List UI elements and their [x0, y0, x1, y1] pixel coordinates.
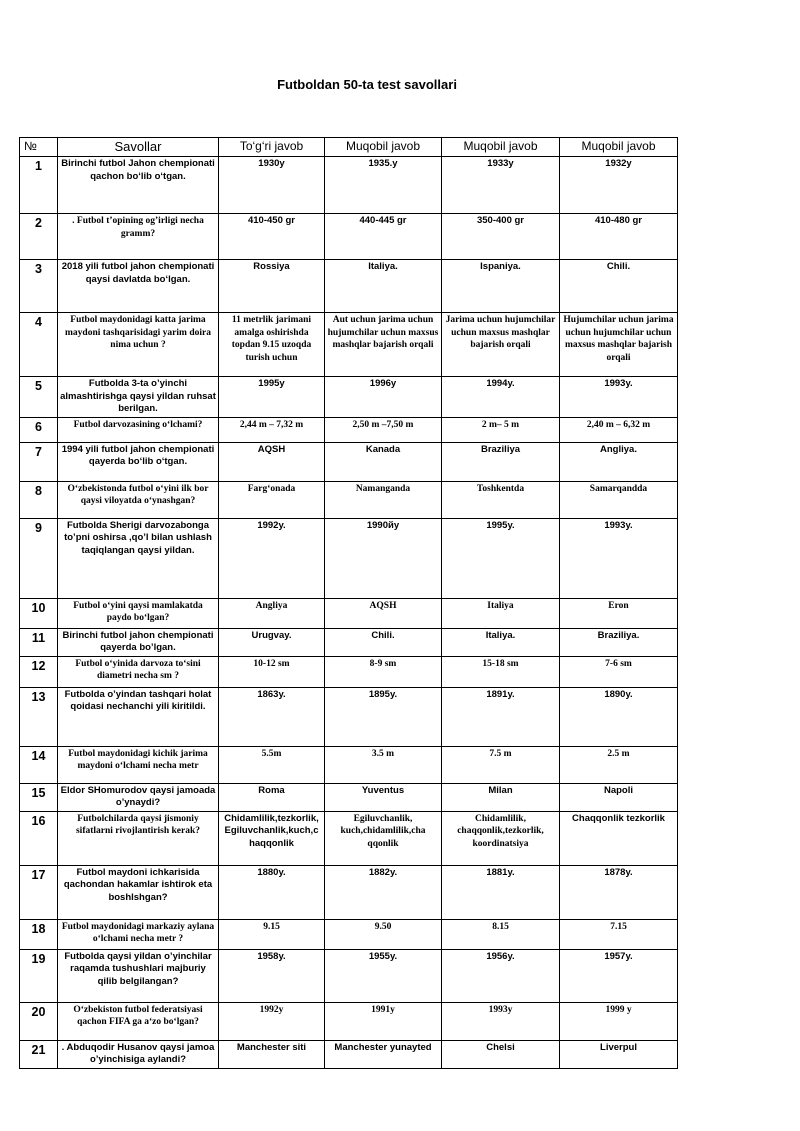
alt-answer-2: Italiya [442, 598, 560, 628]
alt-answer-3: 1993y. [560, 377, 678, 418]
header-correct-answer: To‘g‘ri javob [219, 138, 325, 157]
question-text: Futbol maydonidagi markaziy aylana o‘lchami necha metr ? [58, 919, 219, 949]
question-text: Birinchi futbol jahon chempionati qayerda bo’lgan. [58, 628, 219, 656]
alt-answer-3: 7.15 [560, 919, 678, 949]
table-row [20, 260, 678, 313]
correct-answer: 1880y. [219, 865, 325, 919]
alt-answer-3: Samarqandda [560, 481, 678, 518]
table-row [20, 628, 678, 656]
table-row [20, 1002, 678, 1040]
question-number: 17 [20, 865, 58, 919]
alt-answer-2: Ispaniya. [442, 260, 560, 313]
alt-answer-3: Hujumchilar uchun jarima uchun hujumchilar uchun maxsus mashqlar bajarish orqali [560, 313, 678, 377]
question-text: Futbolda 3-ta o’yinchi almashtirishga qaysi yildan ruhsat berilgan. [58, 377, 219, 418]
header-row [20, 138, 678, 157]
table-row [20, 157, 678, 214]
question-text: 2018 yili futbol jahon chempionati qaysi davlatda bo‘lgan. [58, 260, 219, 313]
alt-answer-3: Braziliya. [560, 628, 678, 656]
question-text: Futbol maydoni ichkarisida qachondan hakamlar ishtirok eta boshlshgan? [58, 865, 219, 919]
document-title: Futboldan 50-ta test savollari [277, 77, 457, 92]
table-row [20, 214, 678, 260]
alt-answer-3: 7-6 sm [560, 656, 678, 687]
table-row [20, 518, 678, 598]
table-row [20, 746, 678, 783]
table-row [20, 949, 678, 1002]
alt-answer-1: Kanada [325, 442, 442, 481]
alt-answer-3: Chaqqonlik tezkorlik [560, 811, 678, 865]
alt-answer-1: Egiluvchanlik, kuch,chidamlilik,cha qqonlik [325, 811, 442, 865]
correct-answer: Angliya [219, 598, 325, 628]
alt-answer-3: Eron [560, 598, 678, 628]
alt-answer-3: Napoli [560, 783, 678, 811]
alt-answer-2: 15-18 sm [442, 656, 560, 687]
alt-answer-1: 1955y. [325, 949, 442, 1002]
correct-answer: Chidamlilik,tezkorlik, Egiluvchanlik,kuch,c haqqonlik [219, 811, 325, 865]
alt-answer-3: Angliya. [560, 442, 678, 481]
alt-answer-3: 1878y. [560, 865, 678, 919]
question-text: Futbol maydonidagi kichik jarima maydoni o‘lchami necha metr [58, 746, 219, 783]
questions-table [19, 137, 678, 1069]
table-row [20, 811, 678, 865]
question-number: 4 [20, 313, 58, 377]
alt-answer-2: 1995y. [442, 518, 560, 598]
alt-answer-2: Milan [442, 783, 560, 811]
correct-answer: AQSH [219, 442, 325, 481]
question-number: 3 [20, 260, 58, 313]
header-alt-answer-2: Muqobil javob [442, 138, 560, 157]
alt-answer-3: 410-480 gr [560, 214, 678, 260]
correct-answer: Roma [219, 783, 325, 811]
correct-answer: 1958y. [219, 949, 325, 1002]
alt-answer-1: 1935.y [325, 157, 442, 214]
correct-answer: 1992y [219, 1002, 325, 1040]
table-row [20, 656, 678, 687]
alt-answer-2: 1994y. [442, 377, 560, 418]
correct-answer: Rossiya [219, 260, 325, 313]
correct-answer: Urugvay. [219, 628, 325, 656]
alt-answer-2: 2 m– 5 m [442, 417, 560, 442]
question-text: . Abduqodir Husanov qaysi jamoa o’yinchisiga aylandi? [58, 1040, 219, 1068]
alt-answer-2: Jarima uchun hujumchilar uchun maxsus mashqlar bajarish orqali [442, 313, 560, 377]
question-number: 14 [20, 746, 58, 783]
question-number: 8 [20, 481, 58, 518]
correct-answer: 5.5m [219, 746, 325, 783]
header-number: № [20, 138, 58, 157]
alt-answer-3: 2,40 m – 6,32 m [560, 417, 678, 442]
alt-answer-2: 1891y. [442, 687, 560, 746]
alt-answer-2: Chidamlilik, chaqqonlik,tezkorlik, koordinatsiya [442, 811, 560, 865]
question-text: Futbol o‘yinida darvoza to‘sini diametri necha sm ? [58, 656, 219, 687]
table-row [20, 687, 678, 746]
question-text: Futbol maydonidagi katta jarima maydoni tashqarisidagi yarim doira nima uchun ? [58, 313, 219, 377]
alt-answer-2: 1933y [442, 157, 560, 214]
alt-answer-2: Italiya. [442, 628, 560, 656]
table-row [20, 481, 678, 518]
question-number: 20 [20, 1002, 58, 1040]
alt-answer-1: Italiya. [325, 260, 442, 313]
question-number: 21 [20, 1040, 58, 1068]
question-number: 7 [20, 442, 58, 481]
alt-answer-2: 7.5 m [442, 746, 560, 783]
alt-answer-1: 2,50 m –7,50 m [325, 417, 442, 442]
alt-answer-3: 1890y. [560, 687, 678, 746]
question-number: 9 [20, 518, 58, 598]
correct-answer: 1863y. [219, 687, 325, 746]
alt-answer-2: 8.15 [442, 919, 560, 949]
question-number: 18 [20, 919, 58, 949]
question-number: 2 [20, 214, 58, 260]
question-text: 1994 yili futbol jahon chempionati qayerda bo‘lib o‘tgan. [58, 442, 219, 481]
header-alt-answer-3: Muqobil javob [560, 138, 678, 157]
table-row [20, 442, 678, 481]
alt-answer-2: Braziliya [442, 442, 560, 481]
alt-answer-3: 1993y. [560, 518, 678, 598]
table-row [20, 919, 678, 949]
question-text: O‘zbekistonda futbol o‘yini ilk bor qaysi viloyatda o‘ynashgan? [58, 481, 219, 518]
alt-answer-1: Aut uchun jarima uchun hujumchilar uchun maxsus mashqlar bajarish orqali [325, 313, 442, 377]
alt-answer-1: 440-445 gr [325, 214, 442, 260]
question-number: 10 [20, 598, 58, 628]
header-alt-answer-1: Muqobil javob [325, 138, 442, 157]
correct-answer: Farg‘onada [219, 481, 325, 518]
alt-answer-1: 1990йу [325, 518, 442, 598]
alt-answer-1: 1996y [325, 377, 442, 418]
header-questions: Savollar [58, 138, 219, 157]
alt-answer-2: 1956y. [442, 949, 560, 1002]
alt-answer-3: Liverpul [560, 1040, 678, 1068]
alt-answer-3: 1957y. [560, 949, 678, 1002]
table-row [20, 313, 678, 377]
table-row [20, 783, 678, 811]
correct-answer: 9.15 [219, 919, 325, 949]
alt-answer-1: 8-9 sm [325, 656, 442, 687]
question-number: 12 [20, 656, 58, 687]
alt-answer-2: 1993y [442, 1002, 560, 1040]
table-row [20, 377, 678, 418]
question-number: 11 [20, 628, 58, 656]
question-text: Futbolda Sherigi darvozabonga to’pni oshirsa ,qo’l bilan ushlash taqiqlangan qaysi yildan. [58, 518, 219, 598]
alt-answer-3: 2.5 m [560, 746, 678, 783]
alt-answer-1: 1882y. [325, 865, 442, 919]
alt-answer-1: Yuventus [325, 783, 442, 811]
question-text: Futbolchilarda qaysi jismoniy sifatlarni rivojlantirish kerak? [58, 811, 219, 865]
alt-answer-3: 1999 y [560, 1002, 678, 1040]
question-text: Futbol o‘yini qaysi mamlakatda paydo bo‘lgan? [58, 598, 219, 628]
alt-answer-1: 3.5 m [325, 746, 442, 783]
alt-answer-3: 1932y [560, 157, 678, 214]
question-text: Birinchi futbol Jahon chempionati qachon bo‘lib o‘tgan. [58, 157, 219, 214]
question-number: 1 [20, 157, 58, 214]
alt-answer-3: Chili. [560, 260, 678, 313]
correct-answer: 410-450 gr [219, 214, 325, 260]
table-row [20, 865, 678, 919]
question-text: Eldor SHomurodov qaysi jamoada o’ynaydi? [58, 783, 219, 811]
alt-answer-1: Namanganda [325, 481, 442, 518]
alt-answer-1: 1895y. [325, 687, 442, 746]
question-number: 13 [20, 687, 58, 746]
question-number: 19 [20, 949, 58, 1002]
question-number: 15 [20, 783, 58, 811]
table-row [20, 598, 678, 628]
alt-answer-2: Chelsi [442, 1040, 560, 1068]
alt-answer-1: Manchester yunayted [325, 1040, 442, 1068]
table-row [20, 417, 678, 442]
question-number: 16 [20, 811, 58, 865]
question-text: Futbolda o’yindan tashqari holat qoidasi nechanchi yili kiritildi. [58, 687, 219, 746]
alt-answer-1: AQSH [325, 598, 442, 628]
question-number: 6 [20, 417, 58, 442]
correct-answer: Manchester siti [219, 1040, 325, 1068]
table-row [20, 1040, 678, 1068]
correct-answer: 2,44 m – 7,32 m [219, 417, 325, 442]
alt-answer-1: 9.50 [325, 919, 442, 949]
question-number: 5 [20, 377, 58, 418]
correct-answer: 1995y [219, 377, 325, 418]
alt-answer-2: 1881y. [442, 865, 560, 919]
correct-answer: 10-12 sm [219, 656, 325, 687]
question-text: O‘zbekiston futbol federatsiyasi qachon FIFA ga a‘zo bo‘lgan? [58, 1002, 219, 1040]
correct-answer: 1992y. [219, 518, 325, 598]
alt-answer-2: Toshkentda [442, 481, 560, 518]
alt-answer-2: 350-400 gr [442, 214, 560, 260]
correct-answer: 11 metrlik jarimani amalga oshirishda topdan 9.15 uzoqda turish uchun [219, 313, 325, 377]
question-text: Futbolda qaysi yildan o’yinchilar raqamda tushushlari majburiy qilib belgilangan? [58, 949, 219, 1002]
alt-answer-1: 1991y [325, 1002, 442, 1040]
correct-answer: 1930y [219, 157, 325, 214]
question-text: . Futbol t’opining og’irligi necha gramm? [58, 214, 219, 260]
alt-answer-1: Chili. [325, 628, 442, 656]
question-text: Futbol darvozasining o‘lchami? [58, 417, 219, 442]
